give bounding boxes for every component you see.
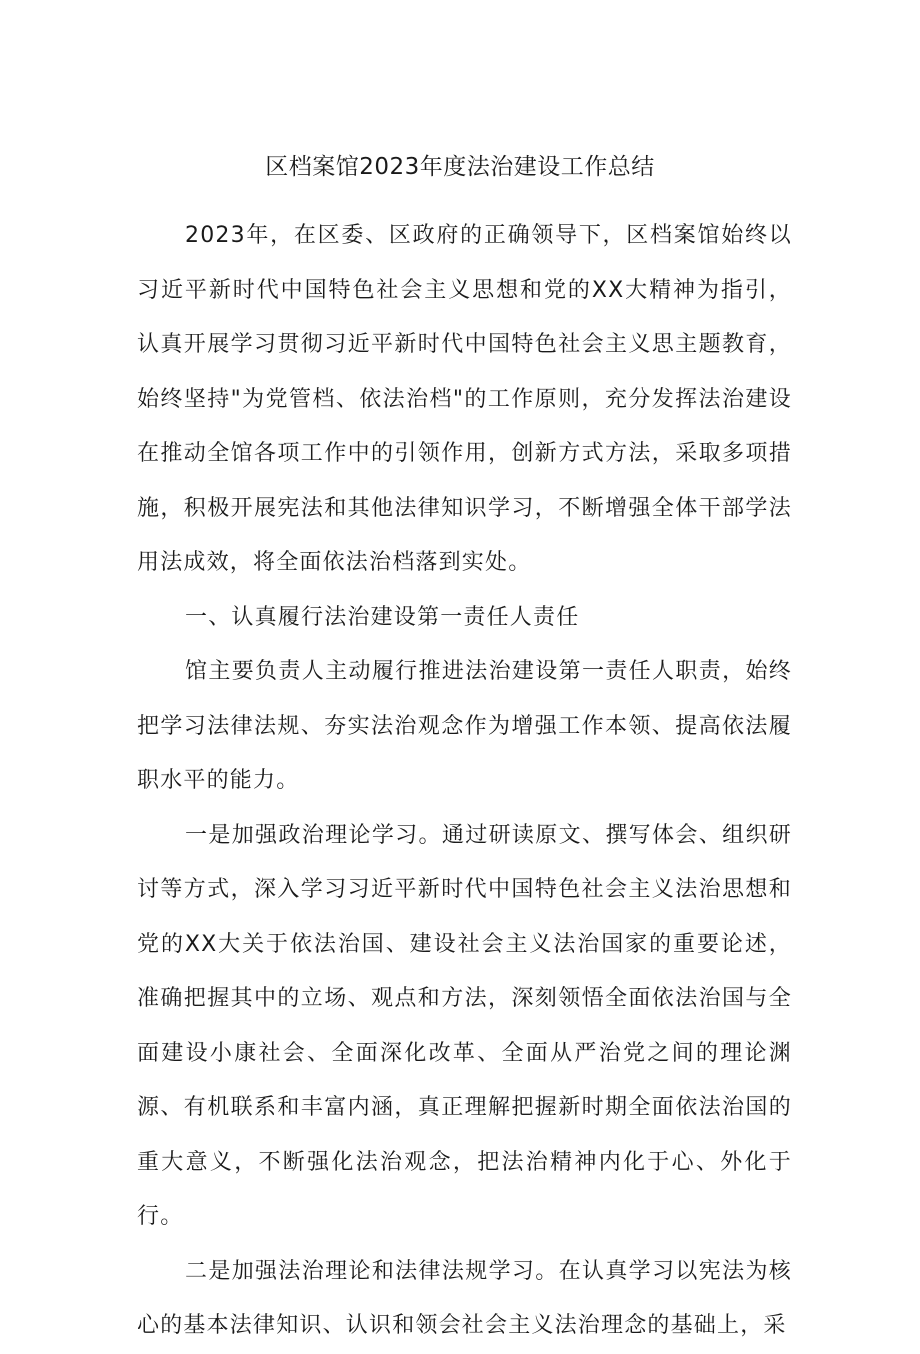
paragraph-responsibility: 馆主要负责人主动履行推进法治建设第一责任人职责，始终把学习法律法规、夯实法治观念作为增强工作本领、提高依法履职水平的能力。 [137, 659, 792, 793]
document-title: 区档案馆2023年度法治建设工作总结 [265, 154, 655, 180]
paragraph-political-study: 一是加强政治理论学习。通过研读原文、撰写体会、组织研讨等方式，深入学习习近平新时代中国特色社会主义法治思想和党的XX大关于依法治国、建设社会主义法治国家的重要论述，准确把握其中的立场、观点和方法，深刻领悟全面依法治国与全面建设小康社会、全面深化改革、全面从严治党之间的理论渊源、有机联系和丰富内涵，真正理解把握新时期全面依法治国的重大意义，不断强化法治观念，把法治精神内化于心、外化于行。 [137, 822, 792, 1229]
section-heading-1: 一、认真履行法治建设第一责任人责任 [185, 604, 580, 630]
document-body [137, 209, 792, 1354]
paragraph-legal-study: 二是加强法治理论和法律法规学习。在认真学习以宪法为核心的基本法律知识、认识和领会社会主义法治理念的基础上，采 [137, 1258, 792, 1338]
paragraph-intro: 2023年，在区委、区政府的正确领导下，区档案馆始终以习近平新时代中国特色社会主义思想和党的XX大精神为指引，认真开展学习贯彻习近平新时代中国特色社会主义思主题教育，始终坚持"为党管档、依法治档"的工作原则，充分发挥法治建设在推动全馆各项工作中的引领作用，创新方式方法，采取多项措施，积极开展宪法和其他法律知识学习，不断增强全体干部学法用法成效，将全面依法治档落到实处。 [137, 223, 792, 575]
